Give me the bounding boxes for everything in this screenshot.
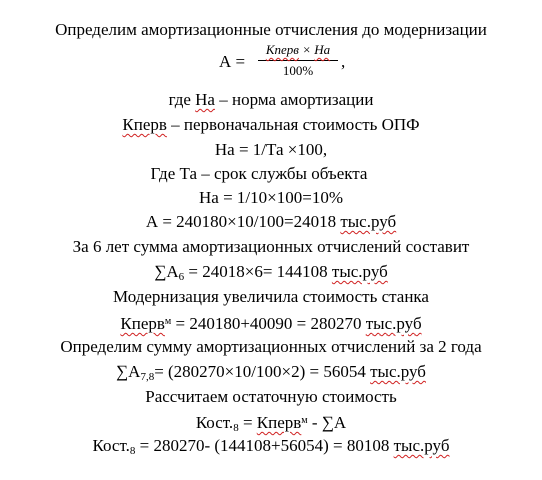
- text-l5: На = 1/Та ×100,: [214, 140, 328, 159]
- text-l16-c: Кперв: [256, 413, 302, 432]
- formula-numerator: [256, 42, 340, 59]
- text-l16-sub: 8: [233, 422, 239, 434]
- text-l14-c: тыс.руб: [370, 362, 426, 381]
- text-l10-sub: 6: [178, 271, 185, 283]
- text-l10-a: ∑А: [154, 262, 179, 281]
- text-l13: Определим сумму амортизационных отчислений за 2 года: [60, 337, 482, 356]
- text-l14-a: ∑А: [116, 362, 141, 381]
- text-l16-d: - ∑А: [307, 413, 347, 432]
- text-l17-a: Кост.: [92, 436, 130, 455]
- text-l8-b: тыс.руб: [340, 212, 397, 231]
- line-6-years: [0, 237, 542, 257]
- formula-num-op: ×: [298, 42, 315, 57]
- fraction-bar: [258, 60, 338, 61]
- amortization-formula: [0, 42, 542, 86]
- line-kperv-definition: [0, 115, 542, 135]
- text-l17-sub: 8: [129, 445, 136, 457]
- line-na-value: [0, 188, 542, 208]
- text-l17-b: = 280270- (144108+56054) = 80108: [135, 436, 394, 455]
- text-l10-c: тыс.руб: [331, 262, 388, 281]
- text-l16-b: =: [238, 413, 257, 432]
- text-l7: На = 1/10×100=10%: [199, 188, 343, 207]
- line-na-formula: [0, 140, 542, 160]
- text-l3-c: – норма амортизации: [214, 90, 374, 109]
- text-l14-b: = (280270×10/100×2) = 56054: [154, 362, 371, 381]
- formula-lhs: А =: [219, 52, 246, 71]
- formula-denominator: 100%: [282, 63, 314, 78]
- line-sum-a78: [0, 362, 542, 387]
- text-l14-sub: 7,8: [140, 371, 155, 383]
- formula-num-kperv: Кперв: [265, 42, 299, 57]
- line-kost-value: [0, 436, 542, 461]
- line-2-years: [0, 337, 542, 357]
- line-norm-definition: [0, 90, 542, 110]
- text-l12-c: тыс.руб: [365, 314, 422, 333]
- text-l16-sup: м: [301, 415, 308, 426]
- line-ta-definition: [0, 164, 530, 184]
- text-l9: За 6 лет сумма амортизационных отчислений составит: [72, 237, 470, 256]
- text-l4-a: Кперв: [122, 115, 167, 134]
- line-kperv-m: [0, 312, 542, 334]
- text-l4-b: – первоначальная стоимость ОПФ: [166, 115, 420, 134]
- text-l12-a: Кперв: [120, 314, 165, 333]
- text-l12-sup: м: [164, 316, 172, 327]
- heading-line: [0, 20, 542, 40]
- line-modernization: [0, 287, 542, 307]
- text-l15: Рассчитаем остаточную стоимость: [145, 387, 397, 406]
- formula-fraction: [256, 42, 340, 79]
- text-l3-a: где: [168, 90, 196, 109]
- text-l10-b: = 24018×6= 144108: [184, 262, 332, 281]
- text-l16-a: Кост.: [195, 413, 234, 432]
- text-l3-b: На: [195, 90, 215, 109]
- text-l11: Модернизация увеличила стоимость станка: [113, 287, 429, 306]
- text-l8-a: А = 240180×10/100=24018: [145, 212, 341, 231]
- text-l1: Определим амортизационные отчисления до модернизации: [55, 20, 487, 39]
- line-a-value: [0, 212, 542, 232]
- line-residual-heading: [0, 387, 542, 407]
- line-sum-a6: [0, 262, 542, 287]
- line-kost-formula: [0, 411, 542, 438]
- text-l17-c: тыс.руб: [393, 436, 450, 455]
- text-l6: Где Та – срок службы объекта: [150, 164, 368, 183]
- text-l12-b: = 240180+40090 = 280270: [171, 314, 366, 333]
- formula-num-na: На: [314, 42, 331, 57]
- formula-comma: ,: [341, 52, 346, 71]
